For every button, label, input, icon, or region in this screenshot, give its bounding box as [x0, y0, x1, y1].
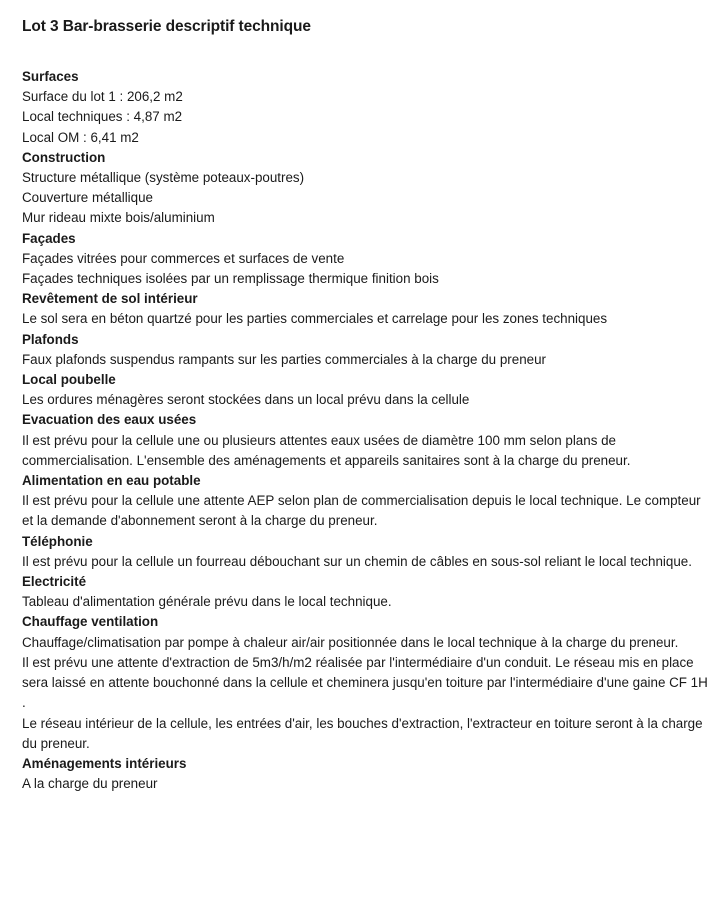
- section-heading: Téléphonie: [22, 533, 93, 549]
- section-heading: Revêtement de sol intérieur: [22, 291, 198, 307]
- section-heading: Surfaces: [22, 69, 79, 84]
- section-text: Local OM : 6,41 m2: [22, 129, 139, 145]
- section-text: A la charge du preneur: [22, 776, 158, 792]
- section-text: Tableau d'alimentation générale prévu dans le local technique.: [22, 594, 392, 610]
- section-text: Il est prévu une attente d'extraction de 5m3/h/m2 réalisée par l'intermédiaire d'un conduit. Le réseau mis en place sera laissé en attente bouchonné dans la cellule et cheminera jusqu'en toiture par l'intermédiaire d'une gaine CF 1H .: [22, 654, 708, 711]
- section-text: Les ordures ménagères seront stockées dans un local prévu dans la cellule: [22, 392, 470, 408]
- section-heading: Chauffage ventilation: [22, 614, 159, 630]
- section-text: Local techniques : 4,87 m2: [22, 109, 183, 125]
- section-heading: Construction: [22, 149, 106, 165]
- document-body: [22, 67, 712, 794]
- section-text: Structure métallique (système poteaux-poutres): [22, 170, 305, 186]
- section-text: Façades techniques isolées par un remplissage thermique finition bois: [22, 271, 439, 287]
- section-text: Faux plafonds suspendus rampants sur les parties commerciales à la charge du preneur: [22, 351, 546, 367]
- section-text: Le sol sera en béton quartzé pour les parties commerciales et carrelage pour les zones techniques: [22, 311, 608, 327]
- section-heading: Local poubelle: [22, 372, 116, 388]
- section-heading: Aménagements intérieurs: [22, 755, 187, 771]
- section-text: Chauffage/climatisation par pompe à chaleur air/air positionnée dans le local technique à la charge du preneur.: [22, 634, 679, 650]
- section-text: Façades vitrées pour commerces et surfaces de vente: [22, 250, 345, 266]
- section-heading: Alimentation en eau potable: [22, 473, 201, 489]
- section-text: Couverture métallique: [22, 190, 153, 206]
- section-heading: Evacuation des eaux usées: [22, 412, 197, 428]
- section-text: Il est prévu pour la cellule un fourreau débouchant sur un chemin de câbles en sous-sol reliant le local technique.: [22, 553, 692, 569]
- section-heading: Plafonds: [22, 331, 79, 347]
- document-page: [22, 17, 712, 794]
- section-text: Le réseau intérieur de la cellule, les entrées d'air, les bouches d'extraction, l'extracteur en toiture seront à la charge du preneur.: [22, 715, 703, 751]
- section-text: Il est prévu pour la cellule une attente AEP selon plan de commercialisation depuis le local technique. Le compteur et la demande d'abonnement seront à la charge du preneur.: [22, 493, 701, 529]
- section-text: Il est prévu pour la cellule une ou plusieurs attentes eaux usées de diamètre 100 mm selon plans de commercialisation. L'ensemble des aménagements et appareils sanitaires sont à la charge du preneur.: [22, 432, 631, 468]
- section-heading: Electricité: [22, 574, 87, 590]
- section-text: Mur rideau mixte bois/aluminium: [22, 210, 215, 226]
- section-text: Surface du lot 1 : 206,2 m2: [22, 89, 183, 105]
- document-title: Lot 3 Bar-brasserie descriptif technique: [22, 18, 311, 35]
- section-heading: Façades: [22, 230, 76, 246]
